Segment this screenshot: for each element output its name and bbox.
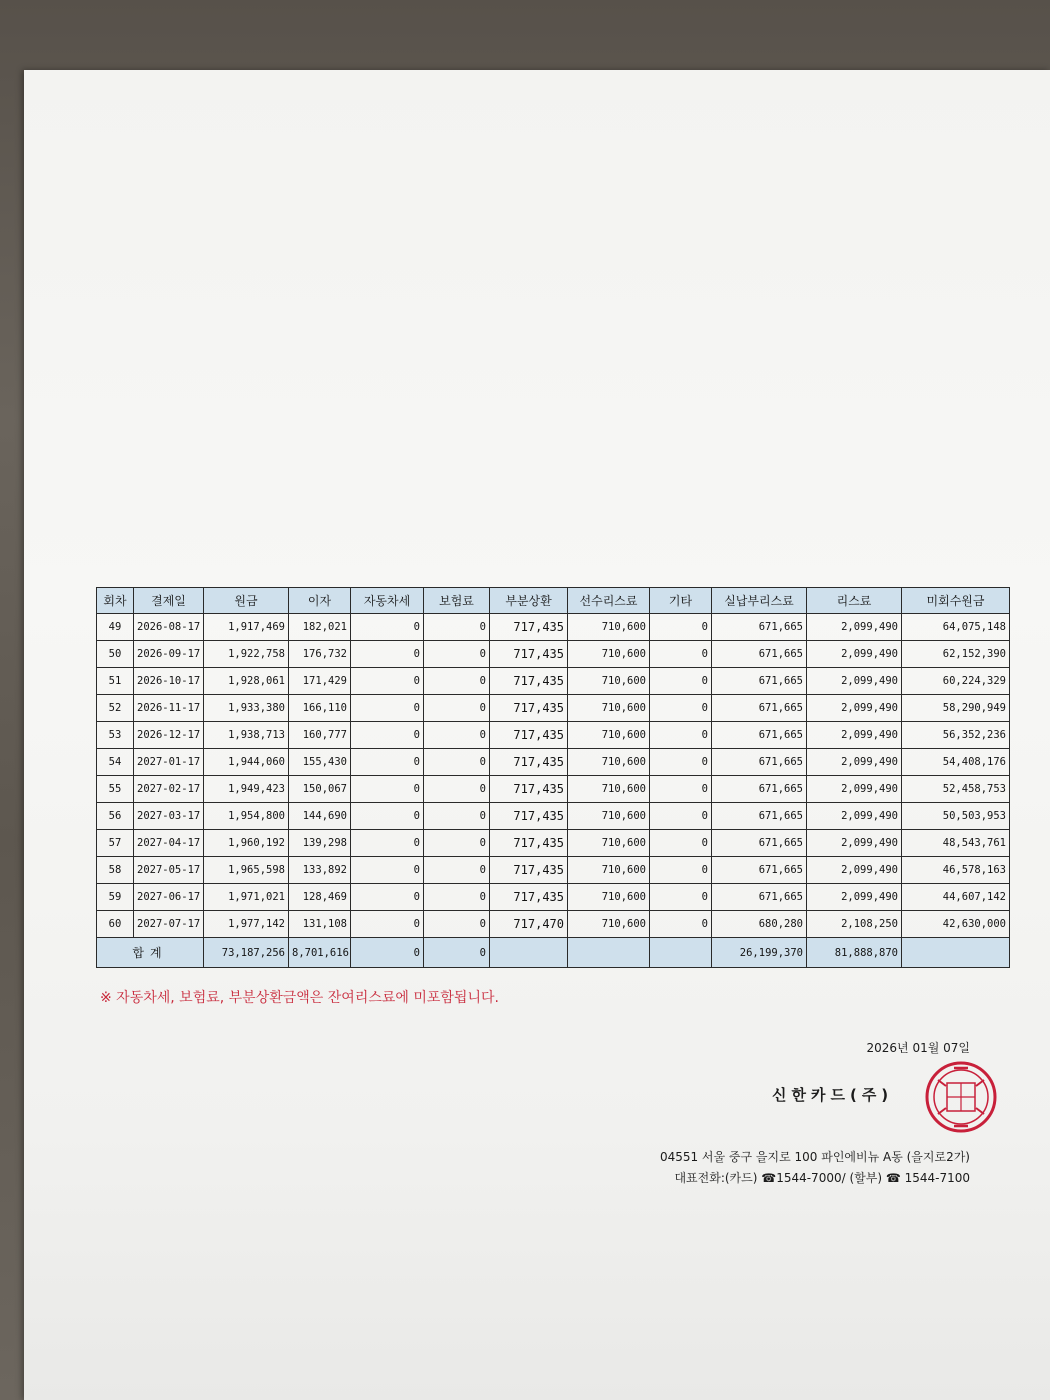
cell-etc: 0: [650, 803, 712, 830]
cell-installment: 53: [97, 722, 134, 749]
header-lease-fee: 리스료: [807, 588, 902, 614]
cell-partial-repayment: 717,435: [490, 614, 568, 641]
cell-principal: 1,971,021: [204, 884, 289, 911]
cell-partial-repayment: 717,435: [490, 668, 568, 695]
cell-actual-lease: 671,665: [712, 668, 807, 695]
cell-car-tax: 0: [351, 830, 424, 857]
total-insurance: 0: [424, 938, 490, 968]
cell-insurance: 0: [424, 884, 490, 911]
company-phone: 대표전화:(카드) ☎1544-7000/ (할부) ☎ 1544-7100: [674, 1171, 970, 1185]
cell-lease-fee: 2,099,490: [807, 857, 902, 884]
table-row: [97, 722, 1010, 749]
cell-unrecovered-principal: 62,152,390: [902, 641, 1010, 668]
cell-unrecovered-principal: 58,290,949: [902, 695, 1010, 722]
cell-actual-lease: 671,665: [712, 722, 807, 749]
cell-car-tax: 0: [351, 641, 424, 668]
header-insurance: 보험료: [424, 588, 490, 614]
cell-insurance: 0: [424, 776, 490, 803]
cell-actual-lease: 671,665: [712, 857, 807, 884]
total-row: [97, 938, 1010, 968]
cell-partial-repayment: 717,435: [490, 857, 568, 884]
table-row: [97, 884, 1010, 911]
cell-partial-repayment: 717,470: [490, 911, 568, 938]
cell-car-tax: 0: [351, 749, 424, 776]
cell-principal: 1,938,713: [204, 722, 289, 749]
cell-advance-lease: 710,600: [568, 668, 650, 695]
cell-advance-lease: 710,600: [568, 614, 650, 641]
cell-partial-repayment: 717,435: [490, 722, 568, 749]
cell-unrecovered-principal: 60,224,329: [902, 668, 1010, 695]
cell-principal: 1,960,192: [204, 830, 289, 857]
cell-lease-fee: 2,099,490: [807, 830, 902, 857]
cell-principal: 1,917,469: [204, 614, 289, 641]
cell-payment-date: 2026-11-17: [134, 695, 204, 722]
cell-payment-date: 2027-06-17: [134, 884, 204, 911]
total-advance-lease: [568, 938, 650, 968]
cell-installment: 60: [97, 911, 134, 938]
cell-insurance: 0: [424, 614, 490, 641]
cell-advance-lease: 710,600: [568, 830, 650, 857]
cell-advance-lease: 710,600: [568, 857, 650, 884]
cell-lease-fee: 2,108,250: [807, 911, 902, 938]
cell-unrecovered-principal: 64,075,148: [902, 614, 1010, 641]
total-partial-repayment: [490, 938, 568, 968]
cell-unrecovered-principal: 44,607,142: [902, 884, 1010, 911]
cell-payment-date: 2026-09-17: [134, 641, 204, 668]
cell-partial-repayment: 717,435: [490, 803, 568, 830]
table-row: [97, 695, 1010, 722]
cell-lease-fee: 2,099,490: [807, 803, 902, 830]
cell-lease-fee: 2,099,490: [807, 668, 902, 695]
cell-advance-lease: 710,600: [568, 911, 650, 938]
cell-partial-repayment: 717,435: [490, 884, 568, 911]
issue-date: 2026년 01월 07일: [866, 1041, 970, 1055]
cell-interest: 133,892: [289, 857, 351, 884]
cell-car-tax: 0: [351, 695, 424, 722]
cell-etc: 0: [650, 722, 712, 749]
cell-installment: 49: [97, 614, 134, 641]
cell-insurance: 0: [424, 803, 490, 830]
cell-car-tax: 0: [351, 884, 424, 911]
total-lease-fee: 81,888,870: [807, 938, 902, 968]
cell-etc: 0: [650, 641, 712, 668]
cell-interest: 150,067: [289, 776, 351, 803]
cell-car-tax: 0: [351, 668, 424, 695]
cell-etc: 0: [650, 749, 712, 776]
cell-advance-lease: 710,600: [568, 884, 650, 911]
cell-actual-lease: 671,665: [712, 884, 807, 911]
cell-etc: 0: [650, 668, 712, 695]
cell-unrecovered-principal: 52,458,753: [902, 776, 1010, 803]
total-car-tax: 0: [351, 938, 424, 968]
table-row: [97, 776, 1010, 803]
total-actual-lease: 26,199,370: [712, 938, 807, 968]
cell-actual-lease: 671,665: [712, 641, 807, 668]
table-row: [97, 614, 1010, 641]
table-header-row: [97, 588, 1010, 614]
cell-unrecovered-principal: 46,578,163: [902, 857, 1010, 884]
table-row: [97, 749, 1010, 776]
cell-advance-lease: 710,600: [568, 776, 650, 803]
cell-principal: 1,944,060: [204, 749, 289, 776]
cell-partial-repayment: 717,435: [490, 641, 568, 668]
cell-installment: 52: [97, 695, 134, 722]
company-seal-stamp: [924, 1060, 998, 1134]
cell-installment: 50: [97, 641, 134, 668]
header-partial-repayment: 부분상환: [490, 588, 568, 614]
cell-etc: 0: [650, 857, 712, 884]
cell-insurance: 0: [424, 641, 490, 668]
cell-unrecovered-principal: 54,408,176: [902, 749, 1010, 776]
table-body: [97, 614, 1010, 938]
lease-schedule-table: [96, 587, 1010, 968]
cell-principal: 1,928,061: [204, 668, 289, 695]
cell-payment-date: 2027-02-17: [134, 776, 204, 803]
cell-lease-fee: 2,099,490: [807, 884, 902, 911]
cell-payment-date: 2027-03-17: [134, 803, 204, 830]
cell-etc: 0: [650, 776, 712, 803]
cell-insurance: 0: [424, 749, 490, 776]
cell-lease-fee: 2,099,490: [807, 722, 902, 749]
cell-advance-lease: 710,600: [568, 749, 650, 776]
header-payment-date: 결제일: [134, 588, 204, 614]
cell-interest: 155,430: [289, 749, 351, 776]
cell-etc: 0: [650, 695, 712, 722]
table-row: [97, 803, 1010, 830]
cell-principal: 1,949,423: [204, 776, 289, 803]
total-etc: [650, 938, 712, 968]
table-row: [97, 911, 1010, 938]
header-etc: 기타: [650, 588, 712, 614]
cell-car-tax: 0: [351, 776, 424, 803]
cell-payment-date: 2027-01-17: [134, 749, 204, 776]
cell-etc: 0: [650, 884, 712, 911]
cell-actual-lease: 671,665: [712, 803, 807, 830]
cell-unrecovered-principal: 56,352,236: [902, 722, 1010, 749]
table-row: [97, 641, 1010, 668]
cell-actual-lease: 680,280: [712, 911, 807, 938]
header-installment: 회차: [97, 588, 134, 614]
company-name: 신한카드(주): [772, 1086, 894, 1104]
header-advance-lease: 선수리스료: [568, 588, 650, 614]
cell-actual-lease: 671,665: [712, 749, 807, 776]
cell-car-tax: 0: [351, 857, 424, 884]
cell-payment-date: 2027-05-17: [134, 857, 204, 884]
table-row: [97, 830, 1010, 857]
cell-installment: 54: [97, 749, 134, 776]
exclusion-note: ※ 자동차세, 보험료, 부분상환금액은 잔여리스료에 미포함됩니다.: [100, 990, 499, 1006]
table-row: [97, 857, 1010, 884]
cell-lease-fee: 2,099,490: [807, 695, 902, 722]
cell-lease-fee: 2,099,490: [807, 749, 902, 776]
cell-principal: 1,933,380: [204, 695, 289, 722]
cell-partial-repayment: 717,435: [490, 749, 568, 776]
cell-interest: 166,110: [289, 695, 351, 722]
header-principal: 원금: [204, 588, 289, 614]
cell-installment: 58: [97, 857, 134, 884]
cell-insurance: 0: [424, 695, 490, 722]
cell-insurance: 0: [424, 668, 490, 695]
cell-actual-lease: 671,665: [712, 830, 807, 857]
cell-car-tax: 0: [351, 803, 424, 830]
cell-advance-lease: 710,600: [568, 641, 650, 668]
header-interest: 이자: [289, 588, 351, 614]
cell-insurance: 0: [424, 830, 490, 857]
table-row: [97, 668, 1010, 695]
cell-payment-date: 2026-08-17: [134, 614, 204, 641]
cell-actual-lease: 671,665: [712, 695, 807, 722]
cell-unrecovered-principal: 50,503,953: [902, 803, 1010, 830]
cell-installment: 59: [97, 884, 134, 911]
cell-lease-fee: 2,099,490: [807, 641, 902, 668]
cell-payment-date: 2027-04-17: [134, 830, 204, 857]
cell-interest: 160,777: [289, 722, 351, 749]
header-unrecovered-principal: 미회수원금: [902, 588, 1010, 614]
cell-partial-repayment: 717,435: [490, 830, 568, 857]
cell-installment: 51: [97, 668, 134, 695]
cell-principal: 1,954,800: [204, 803, 289, 830]
cell-installment: 56: [97, 803, 134, 830]
document-page: [24, 70, 1050, 1400]
cell-insurance: 0: [424, 911, 490, 938]
cell-etc: 0: [650, 614, 712, 641]
cell-advance-lease: 710,600: [568, 803, 650, 830]
header-actual-lease: 실납부리스료: [712, 588, 807, 614]
cell-unrecovered-principal: 48,543,761: [902, 830, 1010, 857]
cell-interest: 128,469: [289, 884, 351, 911]
cell-interest: 131,108: [289, 911, 351, 938]
cell-interest: 139,298: [289, 830, 351, 857]
cell-partial-repayment: 717,435: [490, 695, 568, 722]
cell-installment: 55: [97, 776, 134, 803]
cell-principal: 1,977,142: [204, 911, 289, 938]
cell-partial-repayment: 717,435: [490, 776, 568, 803]
cell-principal: 1,922,758: [204, 641, 289, 668]
total-unrecovered: [902, 938, 1010, 968]
cell-payment-date: 2026-10-17: [134, 668, 204, 695]
cell-insurance: 0: [424, 722, 490, 749]
cell-interest: 171,429: [289, 668, 351, 695]
total-interest: 8,701,616: [289, 938, 351, 968]
cell-unrecovered-principal: 42,630,000: [902, 911, 1010, 938]
cell-etc: 0: [650, 911, 712, 938]
cell-actual-lease: 671,665: [712, 614, 807, 641]
company-address: 04551 서울 중구 을지로 100 파인에비뉴 A동 (을지로2가): [659, 1150, 970, 1164]
cell-lease-fee: 2,099,490: [807, 614, 902, 641]
cell-car-tax: 0: [351, 911, 424, 938]
cell-car-tax: 0: [351, 722, 424, 749]
cell-payment-date: 2027-07-17: [134, 911, 204, 938]
cell-principal: 1,965,598: [204, 857, 289, 884]
total-principal: 73,187,256: [204, 938, 289, 968]
cell-etc: 0: [650, 830, 712, 857]
header-car-tax: 자동차세: [351, 588, 424, 614]
cell-installment: 57: [97, 830, 134, 857]
total-label: 합계: [97, 938, 204, 968]
cell-interest: 144,690: [289, 803, 351, 830]
cell-interest: 182,021: [289, 614, 351, 641]
cell-advance-lease: 710,600: [568, 722, 650, 749]
cell-interest: 176,732: [289, 641, 351, 668]
cell-advance-lease: 710,600: [568, 695, 650, 722]
cell-lease-fee: 2,099,490: [807, 776, 902, 803]
cell-insurance: 0: [424, 857, 490, 884]
cell-actual-lease: 671,665: [712, 776, 807, 803]
cell-car-tax: 0: [351, 614, 424, 641]
cell-payment-date: 2026-12-17: [134, 722, 204, 749]
